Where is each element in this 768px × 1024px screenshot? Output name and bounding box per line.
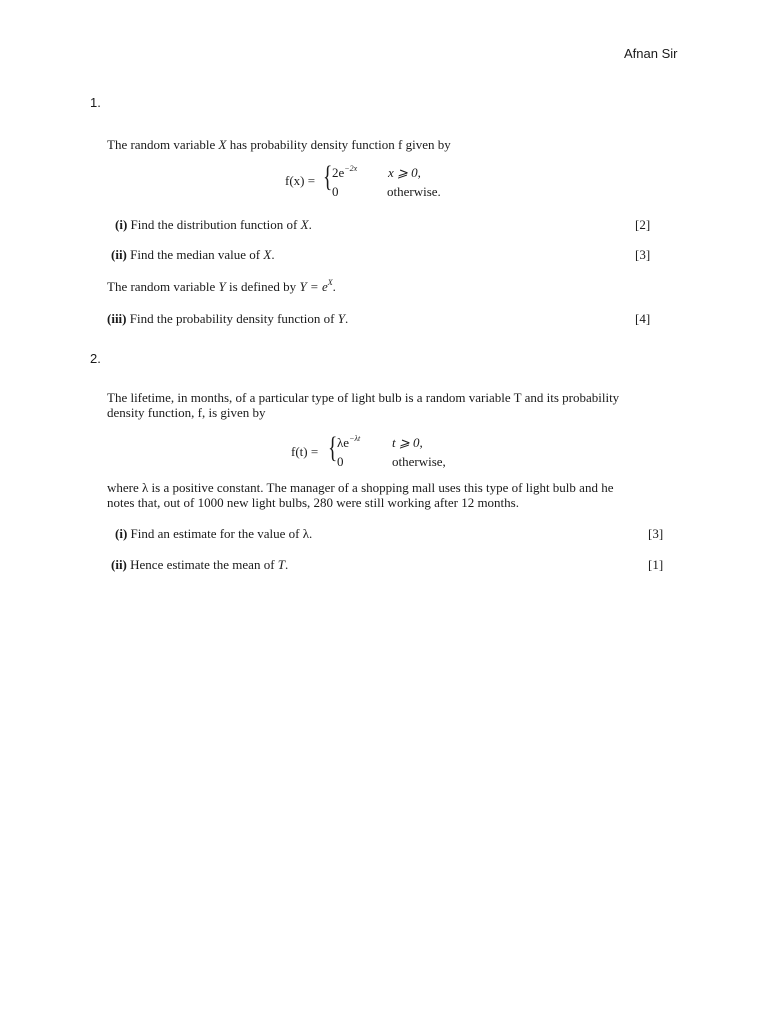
q2-case1-value: $\lambda e^{-\lambda t}$ <box>337 433 361 450</box>
q1-intro: The random variable X has probability density function f given by <box>107 137 451 152</box>
q1-part-i: (i) Find the distribution function of X. <box>115 217 312 232</box>
q2-brace: { <box>328 431 338 464</box>
q2-where-line2: notes that, out of 1000 new light bulbs, 280 were still working after 12 months. <box>107 495 519 510</box>
q1-case2-condition: otherwise. <box>387 184 441 199</box>
q1-part-ii-marks: [3] <box>635 247 651 262</box>
q1-case2-value: 0 <box>332 184 339 199</box>
q1-case1-condition: x ⩾ 0, <box>388 165 421 180</box>
q2-intro-line2: density function, f, is given by <box>107 405 266 420</box>
q1-part-iii-marks: [4] <box>635 311 651 326</box>
q1-part-ii: (ii) Find the median value of X. <box>111 247 275 262</box>
q1-part-i-marks: [2] <box>635 217 651 232</box>
q2-part-i-marks: [3] <box>648 526 664 541</box>
q2-part-ii-marks: [1] <box>648 557 664 572</box>
q2-part-i: (i) Find an estimate for the value of λ. <box>115 526 313 541</box>
q2-part-ii: (ii) Hence estimate the mean of T. <box>111 557 289 572</box>
question-1-number: 1. <box>90 95 101 110</box>
q1-part-iii: (iii) Find the probability density function of Y. <box>107 311 349 326</box>
q1-brace: { <box>323 160 333 193</box>
q2-pdf-lhs: f(t) = <box>291 444 319 459</box>
q2-case1-condition: t ⩾ 0, <box>392 435 423 450</box>
q1-pdf-lhs: f(x) = <box>285 173 316 188</box>
q2-where-line1: where λ is a positive constant. The manager of a shopping mall uses this type of light bulb and he <box>107 480 614 495</box>
q1-case1-value: $2e^{-2x}$ <box>332 163 358 180</box>
q2-intro-line1: The lifetime, in months, of a particular type of light bulb is a random variable T and its probability <box>107 390 620 405</box>
q2-case2-condition: otherwise, <box>392 454 446 469</box>
author-header: Afnan Sir <box>624 46 678 61</box>
q1-y-definition: The random variable Y is defined by $Y = e^X$. <box>107 277 336 294</box>
q2-case2-value: 0 <box>337 454 344 469</box>
question-2-number: 2. <box>90 351 101 366</box>
